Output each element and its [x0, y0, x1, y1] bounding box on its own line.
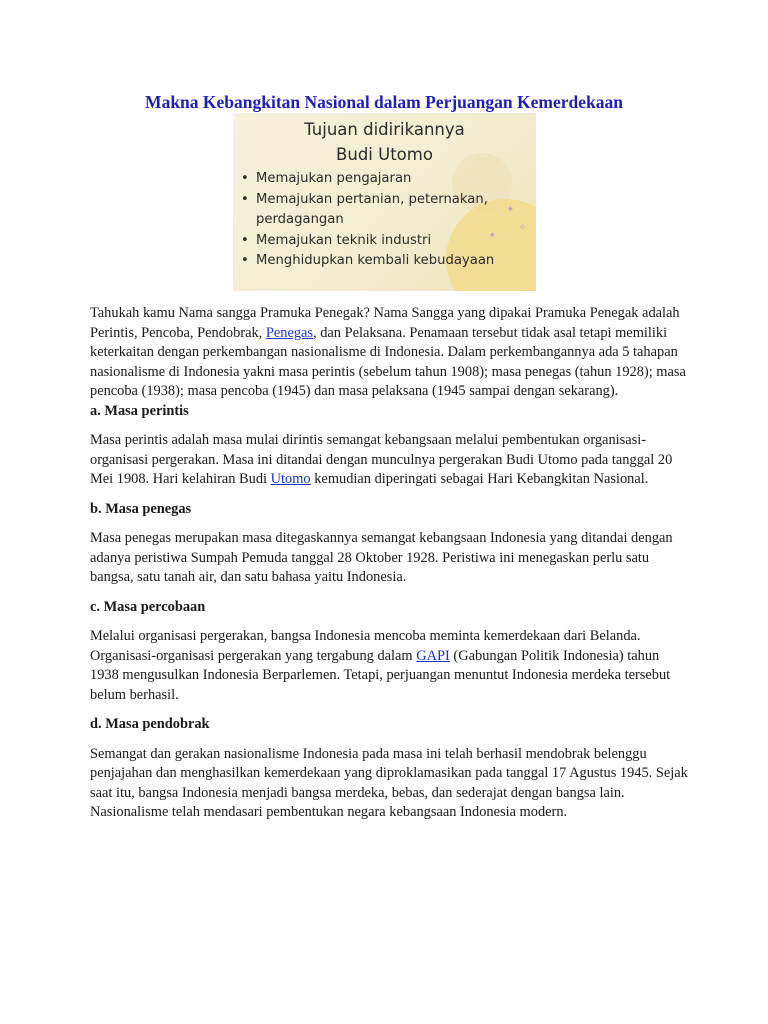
intro-paragraph [90, 304, 690, 402]
section-heading-d: d. Masa pendobrak [90, 716, 210, 732]
sparkle-icon: ✦ [488, 231, 496, 241]
paragraph-text: kemudian diperingati sebagai Hari Kebangkitan Nasional. [310, 471, 649, 487]
infographic-bullet-list [239, 169, 530, 272]
section-paragraph-b: Masa penegas merupakan masa ditegaskannya semangat kebangsaan Indonesia yang ditandai dengan adanya peristiwa Sumpah Pemuda tanggal 28 Oktober 1928. Peristiwa ini menegaskan perlu satu bangsa, satu tanah air, dan satu bahasa yaitu Indonesia. [90, 530, 673, 585]
utomo-link[interactable]: Utomo [270, 471, 311, 487]
page-title: Makna Kebangkitan Nasional dalam Perjuangan Kemerdekaan [145, 92, 623, 112]
section-heading-b: b. Masa penegas [90, 500, 192, 517]
infographic-title-line: Tujuan didirikannya [304, 120, 465, 139]
paragraph-text: Melalui organisasi pergerakan, bangsa Indonesia mencoba meminta kemerdekaan dari Belanda. Organisasi-organisasi pergerakan yang tergabung dalam [90, 628, 641, 664]
article-body [90, 304, 690, 823]
section-paragraph-c [90, 627, 690, 705]
section-paragraph-d: Semangat dan gerakan nasionalisme Indonesia pada masa ini telah berhasil mendobrak belenggu penjajahan dan menghasilkan kemerdekaan yang diproklamasikan pada tanggal 17 Agustus 1945. Sejak saat itu, bangsa Indonesia menjadi bangsa merdeka, bebas, dan sederajat dengan bangsa lain. Nasionalisme telah mendasari pembentukan negara kebangsaan Indonesia modern. [90, 745, 688, 820]
gapi-link[interactable]: GAPI [416, 647, 450, 664]
section-paragraph-a [90, 431, 690, 490]
paragraph-text: Masa perintis adalah masa mulai dirintis semangat kebangsaan melalui pembentukan organisasi-organisasi pergerakan. Masa ini ditandai dengan munculnya pergerakan Budi Utomo pada tanggal 20 Mei 1908. Hari kelahiran Budi [90, 432, 673, 487]
intro-text: , dan Pelaksana. Penamaan tersebut tidak asal tetapi memiliki keterkaitan dengan perkembangan nasionalisme di Indonesia. Dalam perkembangannya ada 5 tahapan nasionalisme di Indonesia yakni masa perintis (sebelum tahun 1908); masa penegas (tahun 1928); masa pencoba (1938); masa pencoba (1945) dan masa pelaksana (1945 sampai dengan sekarang). [90, 324, 686, 399]
sparkle-icon: ✦ [506, 205, 514, 215]
infographic-title-line: Budi Utomo [336, 145, 433, 164]
section-heading-c: c. Masa percobaan [90, 598, 206, 615]
intro-text: Tahukah kamu Nama sangga Pramuka Penegak? Nama Sangga yang dipakai Pramuka Penegak adalah Perintis, Pencoba, Pendobrak, [90, 305, 680, 341]
sparkle-icon: ✧ [518, 223, 526, 233]
penegas-link[interactable]: Penegas [265, 324, 314, 341]
infographic-bullet: • Memajukan pertanian, peternakan, perdagangan [239, 190, 530, 231]
section-heading-a: a. Masa perintis [90, 402, 189, 419]
infographic-bullet: • Menghidupkan kembali kebudayaan [239, 251, 530, 272]
infographic-bullet: • Memajukan teknik industri [239, 231, 530, 252]
infographic-bullet: • Memajukan pengajaran [239, 169, 530, 190]
budi-utomo-infographic [233, 113, 536, 291]
paragraph-text: (Gabungan Politik Indonesia) tahun 1938 mengusulkan Indonesia Berparlemen. Tetapi, perjuangan menuntut Indonesia merdeka tersebut belum berhasil. [90, 647, 671, 703]
infographic-title [233, 117, 536, 167]
